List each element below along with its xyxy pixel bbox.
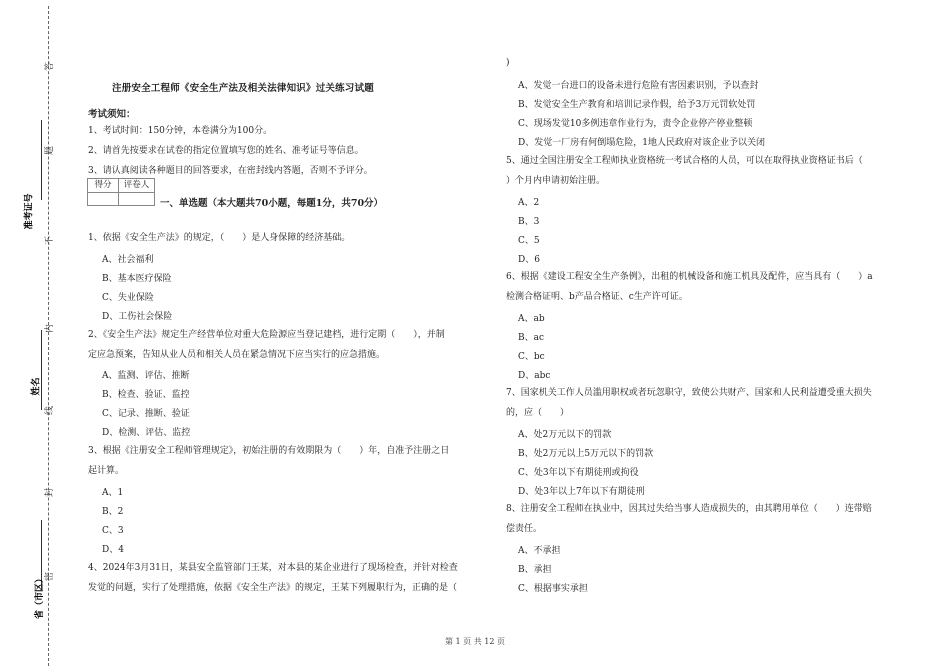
- question-option: B、检查、验证、监控: [102, 390, 190, 400]
- question-stem: 的，应（ ）: [506, 408, 570, 418]
- question-option: D、4: [102, 545, 124, 555]
- question-option: D、abc: [518, 371, 551, 381]
- page-title: 注册安全工程师《安全生产法及相关法律知识》过关练习试题: [112, 83, 374, 94]
- field-underline: [41, 330, 42, 410]
- seal-word: 答: [45, 61, 56, 72]
- grader-header: 评卷人: [119, 179, 154, 193]
- question-stem: 偿责任。: [506, 524, 543, 534]
- question-option: A、处2万元以下的罚款: [518, 430, 612, 440]
- question-option: A、不承担: [518, 546, 561, 556]
- question-option: A、1: [102, 488, 124, 498]
- question-option: A、ab: [518, 314, 545, 324]
- question-option: D、6: [518, 255, 540, 265]
- question-stem: 1、依据《安全生产法》的规定，（ ）是人身保障的经济基础。: [88, 233, 351, 243]
- notice-heading: 考试须知：: [88, 109, 136, 120]
- question-stem: ）个月内申请初始注册。: [506, 176, 606, 186]
- question-option: C、记录、推断、验证: [102, 409, 190, 419]
- exam-number-field: 准考证号: [24, 193, 35, 230]
- seal-word: 不: [45, 235, 56, 246]
- question-stem: 5、通过全国注册安全工程师执业资格统一考试合格的人员，可以在取得执业资格证书后（: [506, 156, 863, 166]
- question-option: B、2: [102, 507, 124, 517]
- score-header: 得分: [88, 179, 119, 193]
- question-option: B、承担: [518, 565, 552, 575]
- question-option: B、3: [518, 217, 540, 227]
- question-stem: 定应急预案，告知从业人员和相关人员在紧急情况下应当实行的应急措施。: [88, 350, 386, 360]
- question-option: D、处3年以上7年以下有期徒刑: [518, 487, 645, 497]
- question-option: D、工伤社会保险: [102, 312, 173, 322]
- notice-item: 3、请认真阅读各种题目的回答要求，在密封线内答题，否则不予评分。: [88, 166, 373, 176]
- seal-word: 密: [45, 571, 56, 582]
- question-stem: 检测合格证明、b产品合格证、c生产许可证。: [506, 292, 688, 302]
- question-option: C、失业保险: [102, 293, 154, 303]
- question-option: D、检测、评估、监控: [102, 428, 191, 438]
- question-option: D、发觉一厂房有何倒塌危险，1地人民政府对该企业予以关闭: [518, 138, 765, 148]
- province-field: 省（市区）: [35, 573, 46, 620]
- question-option: A、监测、评估、推断: [102, 371, 190, 381]
- question-stem: 起计算。: [88, 466, 125, 476]
- question-option: B、发觉安全生产教育和培训记录作假，给予3万元罚软处罚: [518, 100, 756, 110]
- question-option: B、基本医疗保险: [102, 274, 172, 284]
- question-stem: 6、根据《建设工程安全生产条例》，出租的机械设备和施工机具及配件，应当具有（ ）a: [506, 272, 873, 282]
- notice-item: 1、考试时间：150分钟，本卷满分为100分。: [88, 126, 273, 136]
- question-stem: 7、国家机关工作人员滥用职权或者玩忽职守，致使公共财产、国家和人民利益遭受重大损失: [506, 388, 872, 398]
- question-stem: 发觉的问题，实行了处理措施，依据《安全生产法》的规定，王某下列履职行为，正确的是（: [88, 583, 458, 593]
- seal-word: 线: [45, 405, 56, 416]
- page-footer: 第 1 页 共 12 页: [445, 637, 505, 646]
- question-option: B、ac: [518, 333, 545, 343]
- question-stem: 4、2024年3月31日，某县安全监管部门王某，对本县的某企业进行了现场检查，并针对检查: [88, 563, 458, 573]
- question-option: C、3: [102, 526, 124, 536]
- name-field: 姓名: [31, 377, 42, 396]
- notice-item: 2、请首先按要求在试卷的指定位置填写您的姓名、准考证号等信息。: [88, 146, 364, 156]
- question-option: B、处2万元以上5万元以下的罚款: [518, 449, 654, 459]
- score-table: [87, 178, 155, 206]
- question-stem: 2、《安全生产法》规定生产经营单位对重大危险源应当登记建档，进行定期（ ），并制: [88, 330, 445, 340]
- field-underline: [41, 120, 42, 200]
- question-stem-continued: ): [506, 58, 510, 68]
- section-heading: 一、单选题（本大题共70小题，每题1分，共70分）: [160, 198, 384, 209]
- seal-word: 题: [45, 145, 56, 156]
- question-stem: 8、注册安全工程师在执业中，因其过失给当事人造成损失的，由其聘用单位（ ）连带赔: [506, 504, 872, 514]
- question-option: A、发觉一台进口的设备未进行危险有害因素识别，予以查封: [518, 81, 759, 91]
- question-option: C、5: [518, 236, 540, 246]
- seal-word: 封: [45, 487, 56, 498]
- seal-word: 内: [45, 323, 56, 334]
- question-option: A、2: [518, 198, 540, 208]
- question-option: C、根据事实承担: [518, 584, 588, 594]
- seal-line: [48, 6, 49, 666]
- question-option: C、现场发觉10多例违章作业行为，责令企业停产停业整顿: [518, 119, 753, 129]
- question-option: C、bc: [518, 352, 545, 362]
- question-option: C、处3年以下有期徒刑或拘役: [518, 468, 639, 478]
- question-stem: 3、根据《注册安全工程师管理规定》，初始注册的有效期限为（ ）年，自准予注册之日: [88, 446, 450, 456]
- question-option: A、社会福利: [102, 255, 154, 265]
